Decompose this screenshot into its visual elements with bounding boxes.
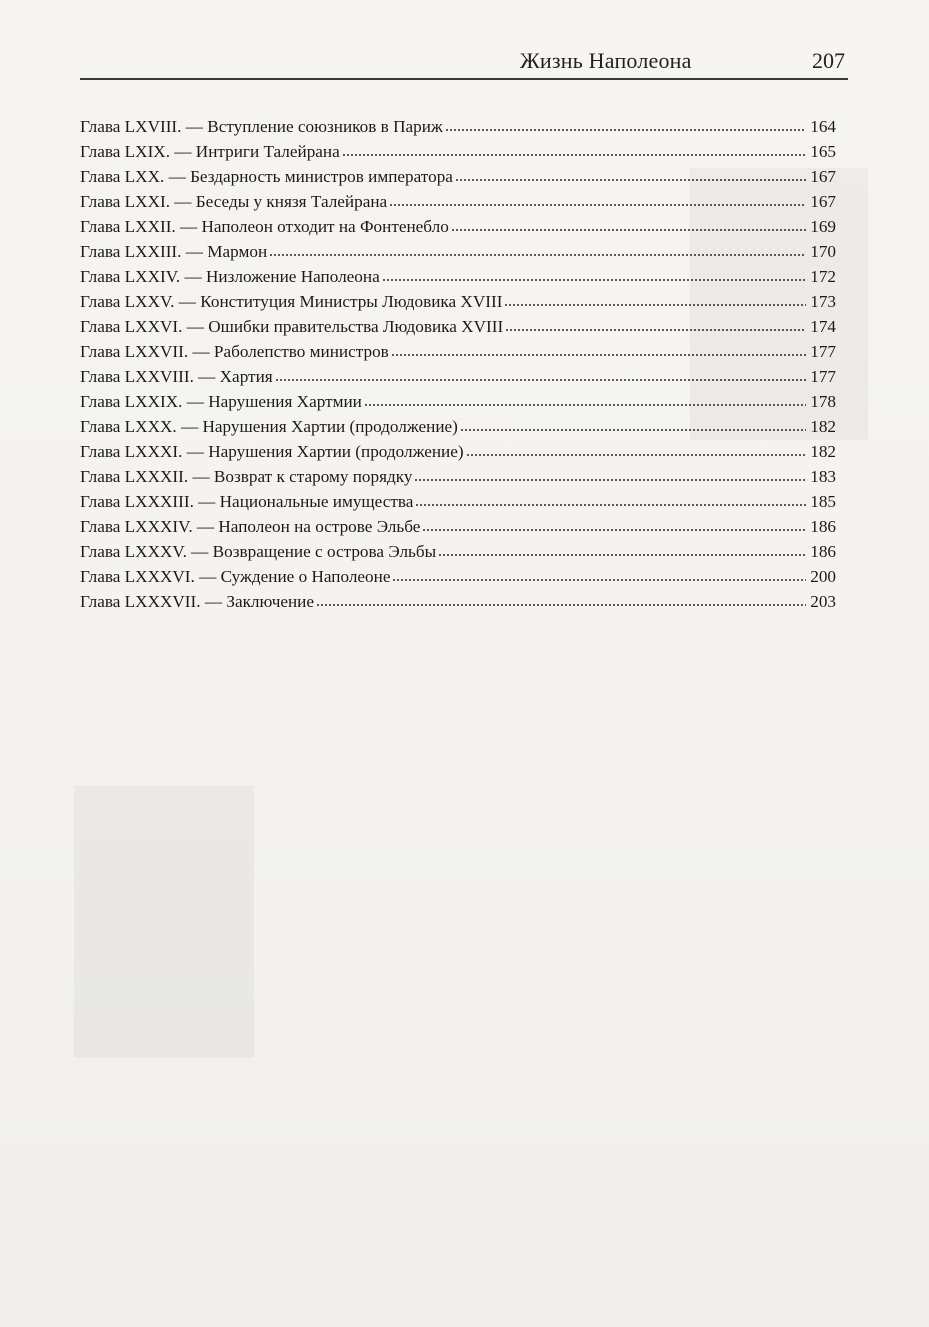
toc-entry-page: 186	[810, 517, 836, 536]
dot-leader	[316, 604, 806, 606]
dot-leader	[275, 379, 806, 381]
toc-entry-title: Глава LXXII. — Наполеон отходит на Фонтенебло	[80, 217, 449, 236]
toc-entry-page: 185	[810, 492, 836, 511]
toc-entry	[80, 114, 836, 139]
dot-leader	[364, 404, 806, 406]
toc-entry-page: 170	[810, 242, 836, 261]
dot-leader	[505, 329, 806, 331]
toc-entry-title: Глава LXXIX. — Нарушения Хартмии	[80, 392, 362, 411]
toc-entry	[80, 239, 836, 264]
toc-entry-title: Глава LXXXVI. — Суждение о Наполеоне	[80, 567, 391, 586]
header-rule	[80, 78, 848, 80]
dot-leader	[438, 554, 806, 556]
dot-leader	[460, 429, 806, 431]
toc-entry-title: Глава LXXXI. — Нарушения Хартии (продолжение)	[80, 442, 464, 461]
dot-leader	[445, 129, 806, 131]
toc-entry-title: Глава LXXXV. — Возвращение с острова Эльбы	[80, 542, 437, 561]
toc-entry-title: Глава LXXVIII. — Хартия	[80, 367, 273, 386]
toc-entry-page: 165	[810, 142, 836, 161]
dot-leader	[504, 304, 806, 306]
dot-leader	[382, 279, 806, 281]
toc-entry	[80, 214, 836, 239]
toc-entry	[80, 189, 836, 214]
toc-entry-page: 164	[810, 117, 836, 136]
dot-leader	[269, 254, 806, 256]
toc-entry-title: Глава LXXXIII. — Национальные имущества	[80, 492, 414, 511]
toc-entry	[80, 139, 836, 164]
toc-entry-page: 186	[810, 542, 836, 561]
toc-entry-page: 178	[810, 392, 836, 411]
toc-entry	[80, 564, 836, 589]
dot-leader	[451, 229, 806, 231]
dot-leader	[392, 579, 806, 581]
toc-entry-title: Глава LXIX. — Интриги Талейрана	[80, 142, 340, 161]
toc-entry-page: 177	[810, 367, 836, 386]
toc-entry-title: Глава LXXVII. — Раболепство министров	[80, 342, 389, 361]
toc-entry-page: 183	[810, 467, 836, 486]
toc-entry-title: Глава LXXXII. — Возврат к старому порядку	[80, 467, 413, 486]
toc-entry	[80, 414, 836, 439]
toc-entry	[80, 539, 836, 564]
toc-entry-title: Глава LXXXVII. — Заключение	[80, 592, 314, 611]
toc-entry	[80, 464, 836, 489]
running-header	[82, 44, 847, 80]
toc-entry-title: Глава LXXV. — Конституция Министры Людовика XVIII	[80, 292, 503, 311]
toc-entry-title: Глава LXXIV. — Низложение Наполеона	[80, 267, 380, 286]
toc-entry	[80, 439, 836, 464]
toc-entry	[80, 289, 836, 314]
toc-entry-page: 167	[810, 192, 836, 211]
dot-leader	[391, 354, 806, 356]
toc-entry-page: 182	[810, 417, 836, 436]
dot-leader	[466, 454, 806, 456]
toc-entry	[80, 364, 836, 389]
toc-entry-title: Глава LXXVI. — Ошибки правительства Людовика XVIII	[80, 317, 504, 336]
page-number: 207	[812, 48, 845, 73]
toc-entry-page: 203	[810, 592, 836, 611]
dot-leader	[342, 154, 806, 156]
toc-entry	[80, 314, 836, 339]
dot-leader	[389, 204, 806, 206]
dot-leader	[414, 479, 806, 481]
toc-entry-page: 167	[810, 167, 836, 186]
table-of-contents	[80, 114, 836, 614]
dot-leader	[422, 529, 806, 531]
toc-entry-title: Глава LXXX. — Нарушения Хартии (продолжение)	[80, 417, 458, 436]
toc-entry-page: 177	[810, 342, 836, 361]
toc-entry-page: 169	[810, 217, 836, 236]
toc-entry	[80, 514, 836, 539]
toc-entry-page: 174	[810, 317, 836, 336]
running-title: Жизнь Наполеона	[520, 48, 692, 73]
toc-entry-page: 173	[810, 292, 836, 311]
toc-entry	[80, 164, 836, 189]
toc-entry-title: Глава LXXXIV. — Наполеон на острове Эльбе	[80, 517, 421, 536]
toc-entry-title: Глава LXXIII. — Мармон	[80, 242, 268, 261]
dot-leader	[415, 504, 806, 506]
toc-entry	[80, 589, 836, 614]
dot-leader	[455, 179, 806, 181]
toc-entry-title: Глава LXVIII. — Вступление союзников в Париж	[80, 117, 443, 136]
toc-entry	[80, 489, 836, 514]
bleed-through-image-bottom	[74, 786, 254, 1058]
toc-entry	[80, 389, 836, 414]
toc-entry-page: 200	[810, 567, 836, 586]
toc-entry-page: 172	[810, 267, 836, 286]
toc-entry-title: Глава LXXI. — Беседы у князя Талейрана	[80, 192, 388, 211]
toc-entry-page: 182	[810, 442, 836, 461]
toc-entry	[80, 339, 836, 364]
toc-entry	[80, 264, 836, 289]
toc-entry-title: Глава LXX. — Бездарность министров императора	[80, 167, 453, 186]
